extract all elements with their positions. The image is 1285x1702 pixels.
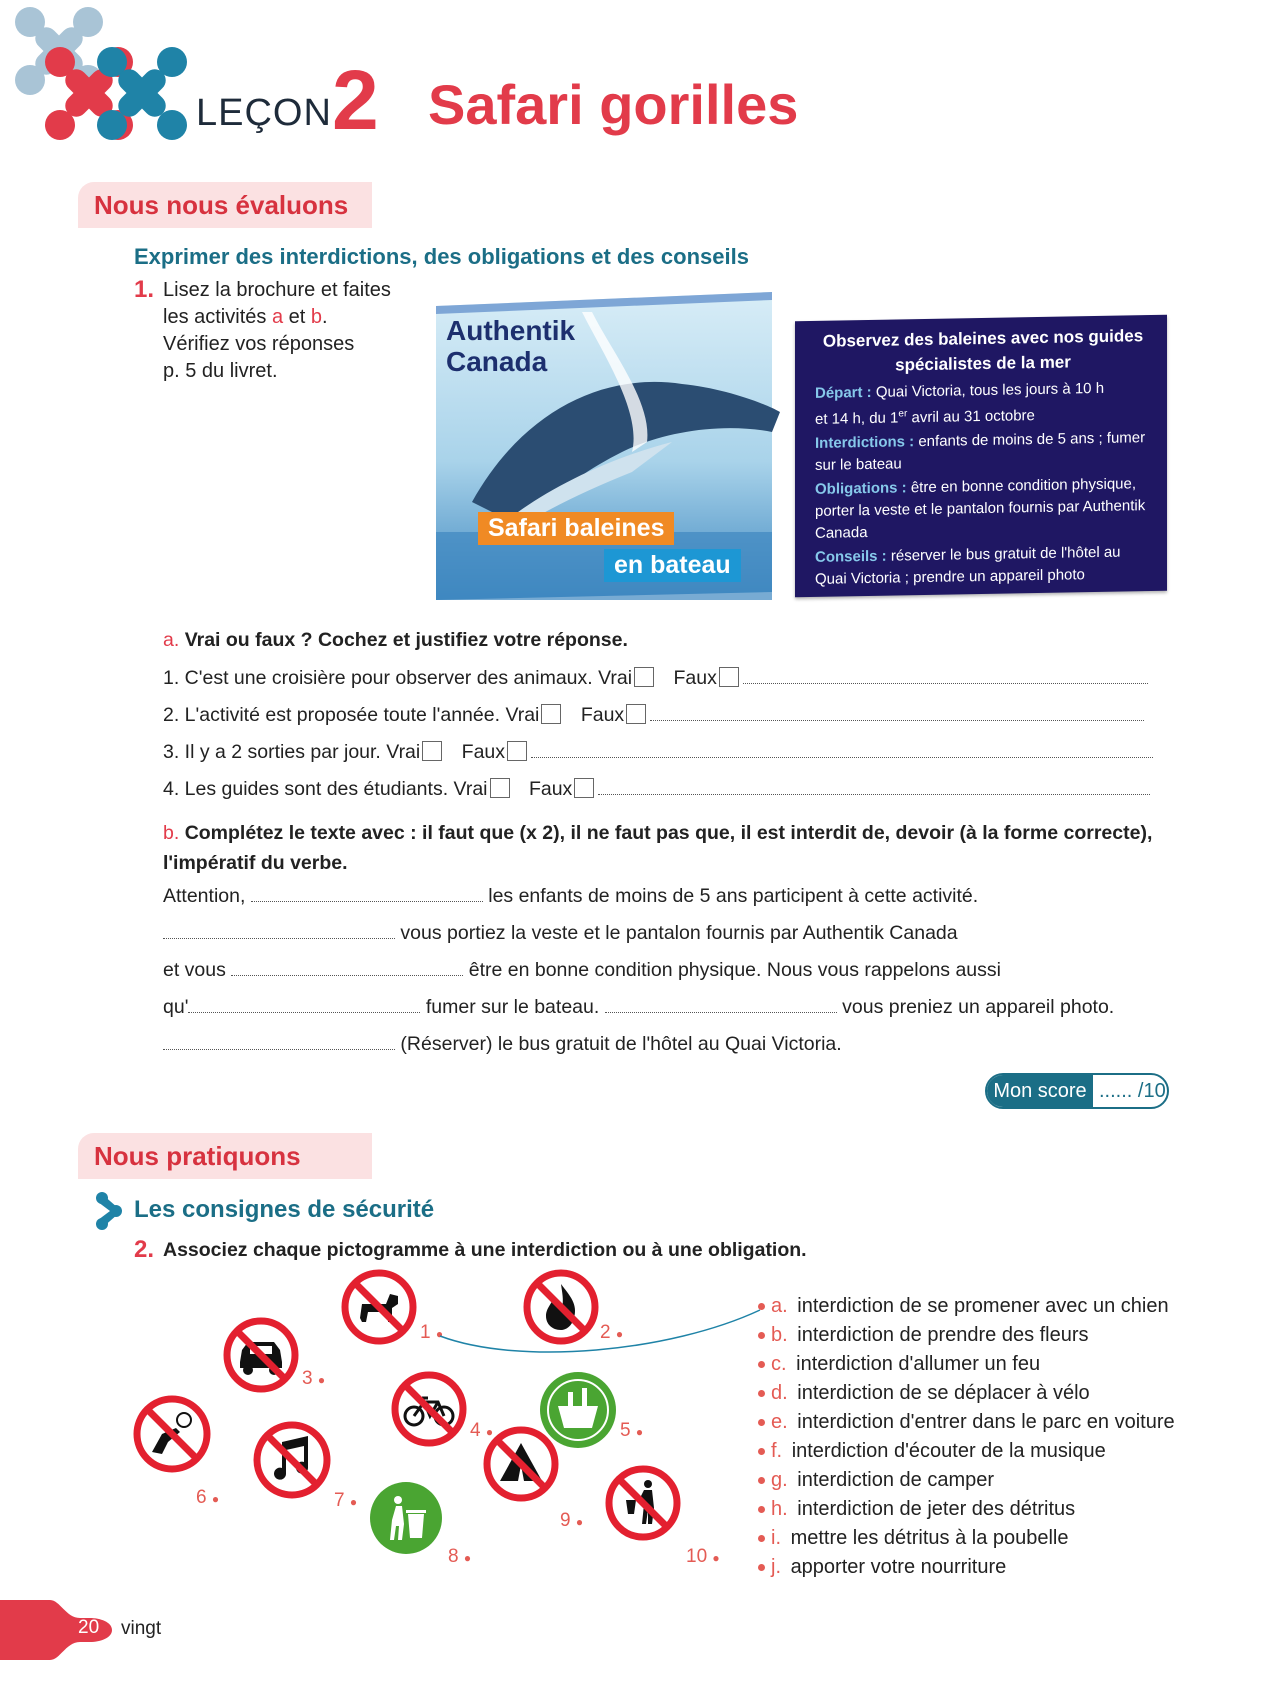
association-options	[758, 1292, 1278, 1582]
picto-number-5: 5 ●	[620, 1420, 644, 1441]
section-tab-pratiquons: Nous pratiquons	[78, 1133, 372, 1179]
vrai-checkbox-4[interactable]	[490, 778, 510, 798]
no-car-icon	[222, 1316, 300, 1394]
justify-line-2[interactable]	[650, 720, 1144, 721]
vrai-checkbox-3[interactable]	[422, 741, 442, 761]
faux-checkbox-1[interactable]	[719, 667, 739, 687]
option-c[interactable]: c. interdiction d'allumer un feu	[758, 1350, 1278, 1379]
part-a-instruction: a. Vrai ou faux ? Cochez et justifiez votre réponse.	[163, 629, 628, 651]
faux-checkbox-2[interactable]	[626, 704, 646, 724]
section1-heading: Exprimer des interdictions, des obligations et des conseils	[134, 244, 749, 269]
blank-1[interactable]	[251, 901, 483, 902]
brochure-brand: Authentik Canada	[446, 315, 576, 377]
option-b[interactable]: b. interdiction de prendre des fleurs	[758, 1321, 1278, 1350]
part-b-line-1: Attention, les enfants de moins de 5 ans participent à cette activité.	[163, 885, 979, 907]
section2-heading: Les consignes de sécurité	[134, 1196, 435, 1223]
example-link-line	[430, 1300, 770, 1360]
trash-bin-icon	[368, 1480, 444, 1556]
score-box	[985, 1073, 1169, 1109]
part-b-instruction: b. Complétez le texte avec : il faut que (x 2), il ne faut pas que, il est interdit de, devoir (à la forme correcte), l'impératif du verbe.	[163, 822, 1153, 874]
picto-number-10: 10 ●	[686, 1546, 720, 1567]
justify-line-3[interactable]	[531, 757, 1153, 758]
option-a[interactable]: a. interdiction de se promener avec un chien	[758, 1292, 1278, 1321]
no-flower-picking-icon	[132, 1394, 212, 1474]
picto-number-7: 7 ●	[334, 1490, 358, 1511]
exercise-2-number: 2.	[134, 1236, 155, 1263]
option-h[interactable]: h. interdiction de jeter des détritus	[758, 1495, 1278, 1524]
no-littering-icon	[604, 1464, 682, 1542]
faux-checkbox-3[interactable]	[507, 741, 527, 761]
no-dog-icon	[340, 1268, 418, 1346]
option-d[interactable]: d. interdiction de se déplacer à vélo	[758, 1379, 1278, 1408]
part-b-line-4: qu' fumer sur le bateau. vous preniez un appareil photo.	[163, 996, 1115, 1018]
blank-6[interactable]	[163, 1049, 395, 1050]
blank-5[interactable]	[605, 1012, 837, 1013]
exercise-2-instruction: Associez chaque pictogramme à une interdiction ou à une obligation.	[163, 1239, 807, 1261]
lecon-logo	[0, 0, 190, 160]
page-title: Safari gorilles	[428, 73, 799, 136]
picto-number-4: 4 ●	[470, 1420, 494, 1441]
blank-4[interactable]	[188, 1012, 420, 1013]
score-value[interactable]: ...... /10	[1099, 1080, 1166, 1102]
vrai-checkbox-1[interactable]	[634, 667, 654, 687]
picto-number-9: 9 ●	[560, 1510, 584, 1531]
picto-number-3: 3 ●	[302, 1368, 326, 1389]
picto-number-8: 8 ●	[448, 1546, 472, 1567]
no-bicycle-icon	[390, 1370, 468, 1448]
option-g[interactable]: g. interdiction de camper	[758, 1466, 1278, 1495]
picto-number-1: 1 ●	[420, 1322, 444, 1343]
picto-number-6: 6 ●	[196, 1487, 220, 1508]
panel-depart: Départ : Quai Victoria, tous les jours à 10 h et 14 h, du 1er avril au 31 octobre	[815, 379, 1105, 428]
option-i[interactable]: i. mettre les détritus à la poubelle	[758, 1524, 1278, 1553]
justify-line-4[interactable]	[598, 794, 1150, 795]
page-word: vingt	[121, 1618, 162, 1639]
true-false-item-2: 2. L'activité est proposée toute l'année. Vrai Faux	[163, 704, 1144, 727]
page-number: 20	[78, 1617, 100, 1638]
panel-obligations: Obligations : être en bonne condition physique, porter la veste et le pantalon fournis par Authentik Canada	[815, 475, 1146, 542]
blank-3[interactable]	[231, 975, 463, 976]
lecon-label: LEÇON	[196, 92, 332, 134]
score-label: Mon score	[987, 1075, 1093, 1107]
true-false-item-1: 1. C'est une croisière pour observer des animaux. Vrai Faux	[163, 667, 1166, 690]
panel-interdictions: Interdictions : enfants de moins de 5 ans ; fumer sur le bateau	[815, 429, 1146, 474]
brochure-banner-1: Safari baleines	[478, 512, 674, 545]
option-e[interactable]: e. interdiction d'entrer dans le parc en voiture	[758, 1408, 1278, 1437]
no-music-icon	[252, 1420, 332, 1500]
brochure-banner-2: en bateau	[604, 549, 741, 582]
no-camping-icon	[482, 1425, 560, 1503]
true-false-item-4: 4. Les guides sont des étudiants. Vrai Faux	[163, 778, 1150, 801]
chevron-right-icon	[96, 1192, 122, 1230]
panel-conseils: Conseils : réserver le bus gratuit de l'hôtel au Quai Victoria ; prendre un appareil photo	[815, 543, 1121, 588]
part-b-line-3: et vous être en bonne condition physique. Nous vous rappelons aussi	[163, 959, 1001, 981]
option-f[interactable]: f. interdiction d'écouter de la musique	[758, 1437, 1278, 1466]
exercise-1-number: 1.	[134, 276, 155, 303]
true-false-item-3: 3. Il y a 2 sorties par jour. Vrai Faux	[163, 741, 1153, 764]
page-number-tab	[0, 1600, 120, 1660]
exercise-1-instruction: Lisez la brochure et faites les activités a et b. Vérifiez vos réponses p. 5 du livret.	[163, 279, 391, 382]
part-b-line-2: vous portiez la veste et le pantalon fournis par Authentik Canada	[163, 922, 958, 945]
panel-title: Observez des baleines avec nos guides spécialistes de la mer	[822, 326, 1144, 375]
vrai-checkbox-2[interactable]	[541, 704, 561, 724]
brochure-info-panel	[795, 315, 1167, 597]
blank-2[interactable]	[163, 938, 395, 939]
justify-line-1[interactable]	[743, 683, 1148, 684]
section-tab-evaluons: Nous nous évaluons	[78, 182, 372, 228]
picto-number-2: 2 ●	[600, 1322, 624, 1343]
part-b-line-5: (Réserver) le bus gratuit de l'hôtel au Quai Victoria.	[163, 1033, 842, 1056]
lecon-number: 2	[332, 53, 379, 147]
faux-checkbox-4[interactable]	[574, 778, 594, 798]
option-j[interactable]: j. apporter votre nourriture	[758, 1553, 1278, 1582]
